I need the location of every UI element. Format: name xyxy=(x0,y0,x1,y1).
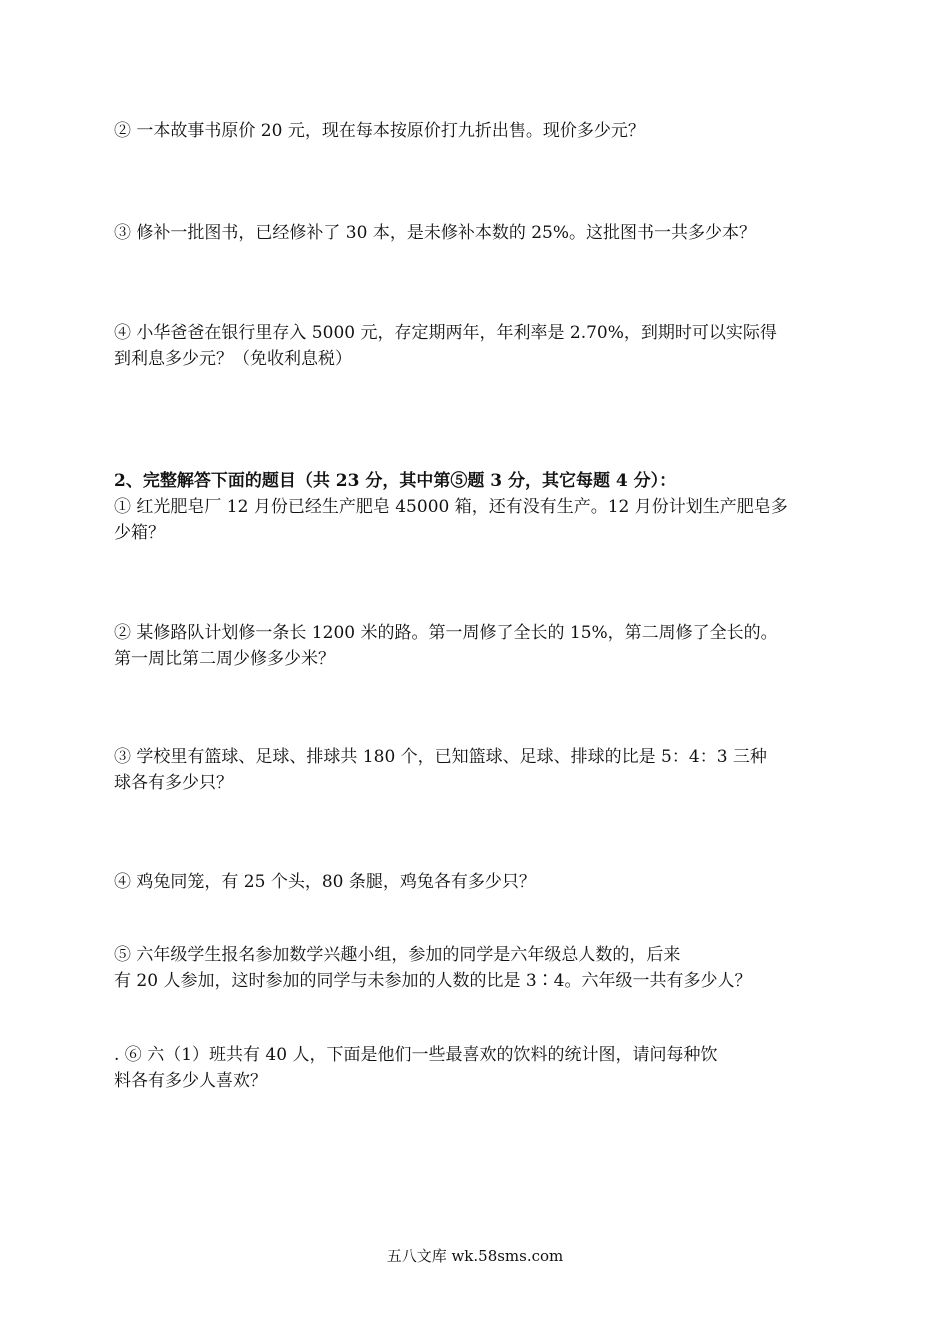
question-2-1-line-2: 少箱？ xyxy=(114,523,165,543)
question-2-1-line-1: ① 红光肥皂厂 12 月份已经生产肥皂 45000 箱，还有没有生产。12 月份计划生产肥皂多 xyxy=(114,497,788,517)
question-2-2-line-1: ② 某修路队计划修一条长 1200 米的路。第一周修了全长的 15%，第二周修了全长的。 xyxy=(114,623,778,643)
question-2-4: ④ 鸡兔同笼，有 25 个头，80 条腿，鸡兔各有多少只？ xyxy=(114,872,536,892)
question-2-3-line-2: 球各有多少只？ xyxy=(114,773,233,793)
question-1-4-line-1: ④ 小华爸爸在银行里存入 5000 元，存定期两年，年利率是 2.70%，到期时可以实际得 xyxy=(114,323,777,343)
question-2-5-line-1: ⑤ 六年级学生报名参加数学兴趣小组，参加的同学是六年级总人数的，后来 xyxy=(114,945,681,965)
question-2-3-line-1: ③ 学校里有篮球、足球、排球共 180 个，已知篮球、足球、排球的比是 5：4：3 三种 xyxy=(114,747,767,767)
question-2-5-line-2: 有 20 人参加，这时参加的同学与未参加的人数的比是 3∶4。六年级一共有多少人？ xyxy=(114,971,752,991)
question-2-6-line-1: . ⑥ 六（1）班共有 40 人，下面是他们一些最喜欢的饮料的统计图，请问每种饮 xyxy=(114,1045,718,1065)
section-2-heading: 2、完整解答下面的题目（共 23 分，其中第⑤题 3 分，其它每题 4 分）： xyxy=(114,471,677,491)
question-1-4-line-2: 到利息多少元？（免收利息税） xyxy=(114,349,352,369)
question-2-6-line-2: 料各有多少人喜欢？ xyxy=(114,1071,267,1091)
page-footer: 五八文库 wk.58sms.com xyxy=(386,1247,564,1265)
question-1-2: ② 一本故事书原价 20 元，现在每本按原价打九折出售。现价多少元？ xyxy=(114,121,645,141)
question-2-2-line-2: 第一周比第二周少修多少米？ xyxy=(114,649,335,669)
question-1-3: ③ 修补一批图书，已经修补了 30 本，是未修补本数的 25%。这批图书一共多少本？ xyxy=(114,223,757,243)
